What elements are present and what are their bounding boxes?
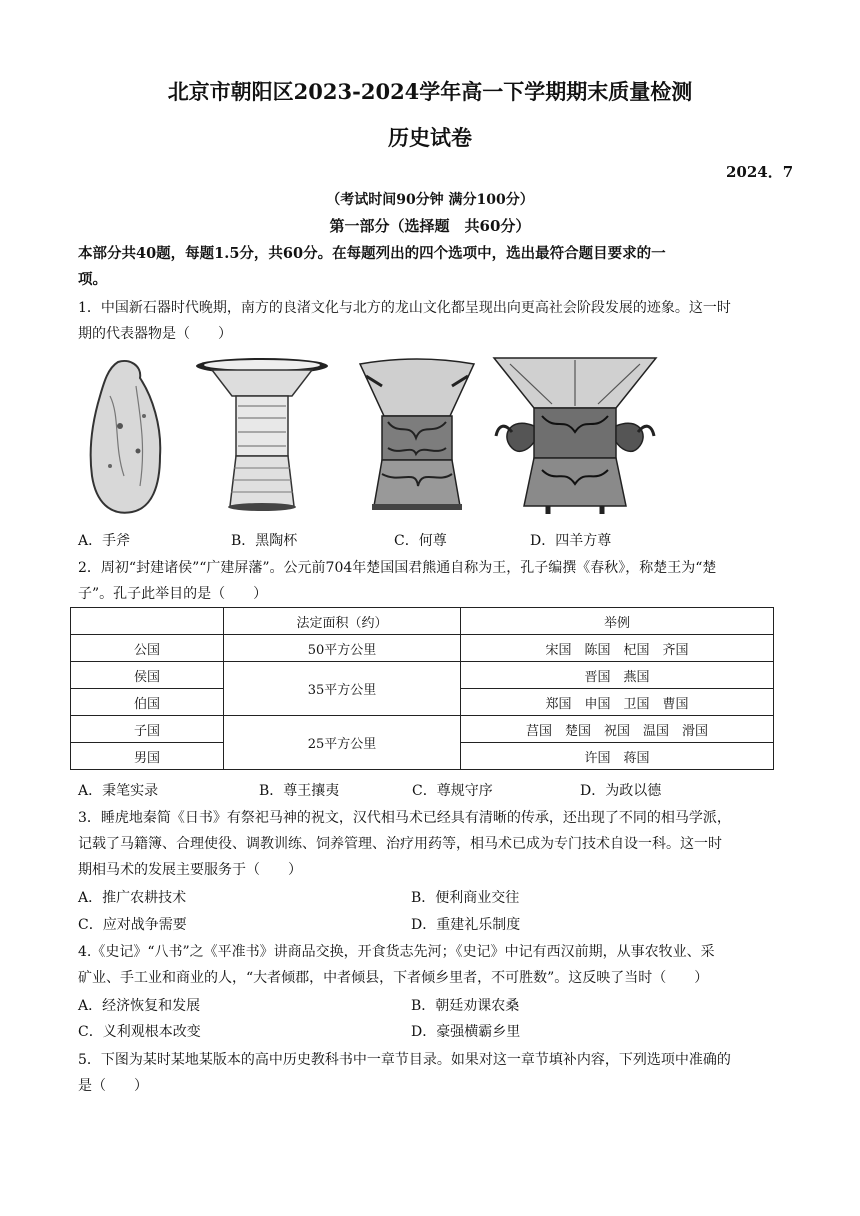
- table-header-row: [71, 608, 774, 635]
- q3-stem-line-2: 记载了马籍簿、合理使役、调教训练、饲养管理、治疗用药等，相马术已成为专门技术自设一科。这一时: [78, 836, 722, 852]
- table-cell-area: 50平方公里: [224, 635, 461, 662]
- q3-option-d[interactable]: D．重建礼乐制度: [411, 917, 521, 933]
- table-cell-rank: 男国: [71, 743, 224, 770]
- q4-option-b[interactable]: B．朝廷劝课农桑: [411, 998, 520, 1014]
- table-cell-examples: 莒国 楚国 祝国 温国 滑国: [461, 716, 774, 743]
- q2-stem-line-1: 2．周初“封建诸侯”“广建屏藩”。公元前704年楚国国君熊通自称为王，孔子编撰《春秋》，称楚王为“楚: [78, 560, 717, 576]
- q1-option-b[interactable]: B．黑陶杯: [231, 533, 298, 549]
- feudal-states-table: [70, 607, 774, 770]
- q2-option-a[interactable]: A．秉笔实录: [78, 783, 159, 799]
- q1-option-c[interactable]: C．何尊: [394, 533, 447, 549]
- he-zun-image: [352, 356, 482, 516]
- table-cell-examples: 宋国 陈国 杞国 齐国: [461, 635, 774, 662]
- table-header-cell: [71, 608, 224, 635]
- table-header-cell: 举例: [461, 608, 774, 635]
- q4-option-c[interactable]: C．义利观根本改变: [78, 1024, 201, 1040]
- hand-axe-image: [80, 356, 170, 516]
- table-cell-rank: 公国: [71, 635, 224, 662]
- table-cell-rank: 侯国: [71, 662, 224, 689]
- q3-stem-line-3: 期相马术的发展主要服务于（ ）: [78, 862, 302, 878]
- table-row: [71, 662, 774, 689]
- black-pottery-cup-image: [192, 356, 332, 516]
- table-row: [71, 716, 774, 743]
- table-cell-area: 35平方公里: [224, 662, 461, 716]
- exam-title: 北京市朝阳区2023-2024学年高一下学期期末质量检测: [167, 79, 693, 104]
- q3-option-a[interactable]: A．推广农耕技术: [78, 890, 187, 906]
- table-cell-examples: 郑国 申国 卫国 曹国: [461, 689, 774, 716]
- q3-stem-line-1: 3．睡虎地秦简《日书》有祭祀马神的祝文，汉代相马术已经具有清晰的传承，还出现了不同的相马学派，: [78, 810, 731, 826]
- exam-subject-title: 历史试卷: [388, 125, 472, 150]
- instructions-line-1: 本部分共40题，每题1.5分，共60分。在每题列出的四个选项中，选出最符合题目要求的一: [78, 245, 666, 262]
- q1-option-d[interactable]: D．四羊方尊: [530, 533, 612, 549]
- exam-date: 2024．7: [726, 163, 794, 181]
- q2-option-c[interactable]: C．尊规守序: [412, 783, 493, 799]
- q3-option-c[interactable]: C．应对战争需要: [78, 917, 187, 933]
- q2-stem-line-2: 子”。孔子此举目的是（ ）: [78, 586, 268, 602]
- table-cell-examples: 许国 蒋国: [461, 743, 774, 770]
- q2-option-b[interactable]: B．尊王攘夷: [259, 783, 340, 799]
- q5-stem-line-1: 5．下图为某时某地某版本的高中历史教科书中一章节目录。如果对这一章节填补内容，下列选项中准确的: [78, 1052, 731, 1068]
- four-ram-square-zun-image: [490, 352, 660, 520]
- table-row: [71, 635, 774, 662]
- q1-stem-line-1: 1．中国新石器时代晚期，南方的良渚文化与北方的龙山文化都呈现出向更高社会阶段发展的迹象。这一时: [78, 300, 731, 316]
- q4-stem-line-2: 矿业、手工业和商业的人，“大者倾郡，中者倾县，下者倾乡里者，不可胜数”。这反映了当时（ ）: [78, 970, 709, 986]
- q1-option-a[interactable]: A．手斧: [78, 533, 131, 549]
- table-cell-rank: 伯国: [71, 689, 224, 716]
- q5-stem-line-2: 是（ ）: [78, 1078, 148, 1094]
- q4-option-d[interactable]: D．豪强横霸乡里: [411, 1024, 521, 1040]
- q4-option-a[interactable]: A．经济恢复和发展: [78, 998, 201, 1014]
- table-header-cell: 法定面积（约）: [224, 608, 461, 635]
- table-cell-examples: 晋国 燕国: [461, 662, 774, 689]
- q4-stem-line-1: 4.《史记》“八书”之《平准书》讲商品交换，开食货志先河；《史记》中记有西汉前期，从事农牧业、采: [78, 944, 715, 960]
- exam-info: （考试时间90分钟 满分100分）: [326, 192, 534, 208]
- instructions-line-2: 项。: [78, 271, 107, 288]
- table-cell-area: 25平方公里: [224, 716, 461, 770]
- q2-option-d[interactable]: D．为政以德: [580, 783, 662, 799]
- q3-option-b[interactable]: B．便利商业交往: [411, 890, 520, 906]
- table-cell-rank: 子国: [71, 716, 224, 743]
- part-title: 第一部分（选择题 共60分）: [329, 217, 531, 235]
- q1-stem-line-2: 期的代表器物是（ ）: [78, 326, 232, 342]
